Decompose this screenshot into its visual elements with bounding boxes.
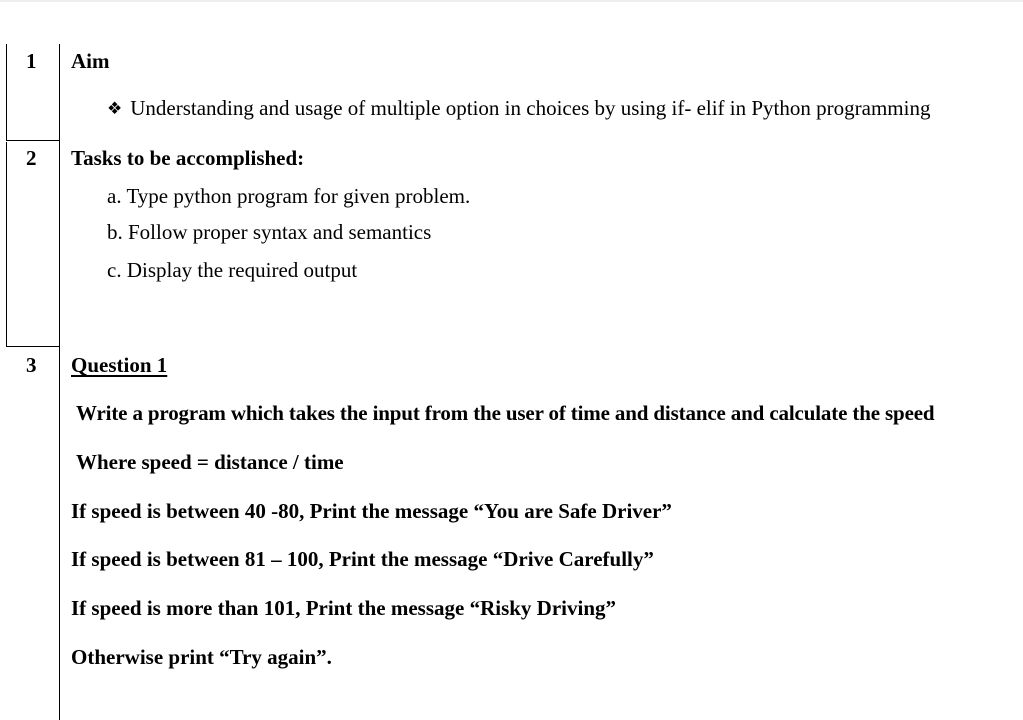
row-number: 2 [26, 146, 37, 170]
tasks-heading: Tasks to be accomplished: [71, 146, 305, 170]
task-item: c. Display the required output [107, 258, 358, 282]
question-line: If speed is between 40 -80, Print the message “You are Safe Driver” [71, 499, 672, 523]
aim-text: Understanding and usage of multiple option in choices by using if- elif in Python programming [130, 96, 931, 120]
table-left-border [6, 142, 7, 346]
page-top-border [0, 0, 1023, 2]
row-divider [6, 140, 60, 141]
question-line: If speed is more than 101, Print the message “Risky Driving” [71, 596, 617, 620]
task-item: a. Type python program for given problem. [107, 184, 471, 208]
row-number: 1 [26, 49, 37, 73]
table-left-border [6, 44, 7, 140]
question-line: Otherwise print “Try again”. [71, 645, 332, 669]
task-item: b. Follow proper syntax and semantics [107, 220, 432, 244]
question-line: Write a program which takes the input from the user of time and distance and calculate the speed [76, 401, 935, 425]
question-line: If speed is between 81 – 100, Print the message “Drive Carefully” [71, 547, 654, 571]
row-number: 3 [26, 353, 37, 377]
table-column-divider [59, 44, 60, 720]
aim-bullet-item [107, 98, 930, 119]
row-divider [6, 346, 60, 347]
diamond-bullet-icon: ❖ [107, 99, 123, 118]
aim-heading: Aim [71, 49, 110, 73]
question-heading: Question 1 [71, 353, 168, 377]
question-line: Where speed = distance / time [76, 450, 344, 474]
